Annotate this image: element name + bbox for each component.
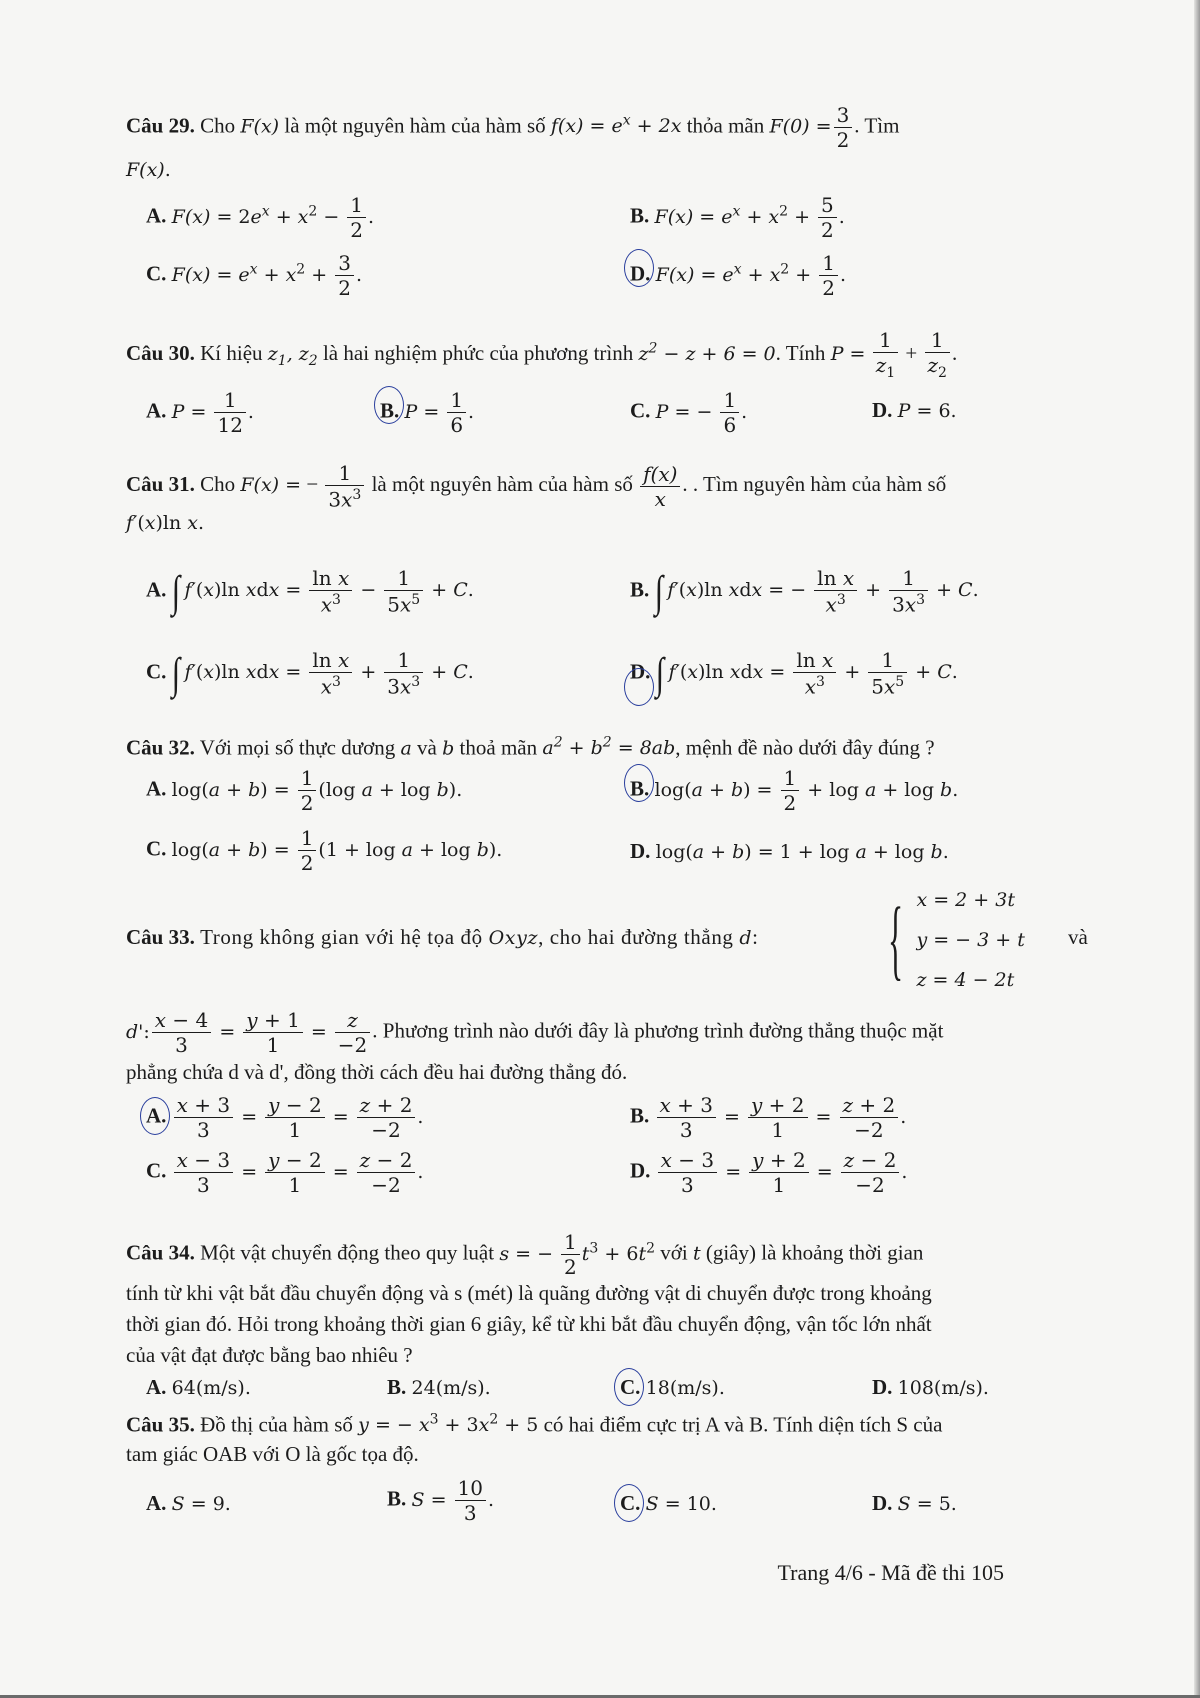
and-word: và [1068, 925, 1088, 949]
question-30-stem: Câu 30. Kí hiệu $z_1$, $z_2$ là hai nghiệm phức của phương trình $z^2 - z + 6 = 0$. Tính P = $\frac{1}{z_1}$ + $\frac{1}{z_2}$ . [126, 328, 958, 381]
question-33-dprime: d': $\frac{x - 4}{3}$ = $\frac{y + 1}{1}$ = $\frac{z}{-2}$ . Phương trình nào dưới đây là phương trình đường thẳng thuộc mặt [126, 1008, 944, 1057]
option-31-b[interactable]: B. ∫ f′(x)ln xdx = − $\frac{\text{ln x}}{x^3}$ + $\frac{1}{3x^3}$ + C. [630, 566, 979, 617]
option-34-d[interactable]: D. 108(m/s). [872, 1375, 989, 1399]
option-33-a[interactable]: A. $\frac{x + 3}{3}$ = $\frac{y - 2}{1}$ = $\frac{z + 2}{-2}$ . [146, 1095, 423, 1140]
page-footer: Trang 4/6 - Mã đề thi 105 [777, 1560, 1004, 1585]
fraction: $\frac{3}{2}$ [834, 105, 853, 150]
option-31-c[interactable]: C. ∫ f′(x)ln xdx = $\frac{\text{ln x}}{x^3}$ + $\frac{1}{3x^3}$ + C. [146, 648, 474, 699]
option-33-d[interactable]: D. $\frac{x - 3}{3}$ = $\frac{y + 2}{1}$ = $\frac{z - 2}{-2}$ . [630, 1148, 908, 1197]
question-35-stem-2: tam giác OAB với O là gốc tọa độ. [126, 1442, 419, 1466]
option-31-d[interactable]: D. ∫ f′(x)ln xdx = $\frac{\text{ln x}}{x^3}$ + $\frac{1}{5x^5}$ + C. [630, 650, 958, 697]
line-d-system: { x = 2 + 3t y = − 3 + t z = 4 − 2t [888, 889, 1025, 991]
question-34-stem-3: thời gian đó. Hỏi trong khoảng thời gian 6 giây, kể từ khi bắt đầu chuyển động, vận tốc lớn nhất [126, 1312, 932, 1336]
question-29-stem-cont: F(x). [126, 159, 171, 181]
option-33-b[interactable]: B. $\frac{x + 3}{3}$ = $\frac{y + 2}{1}$ = $\frac{z + 2}{-2}$ . [630, 1093, 907, 1142]
question-35-stem: Câu 35. Đồ thị của hàm số y = − $x^3 + 3x^2 + 5$ có hai điểm cực trị A và B. Tính diện tích S của [126, 1412, 943, 1437]
option-32-a[interactable]: A. log(a + b) = $\frac{1}{2}$ (log a + log b). [146, 766, 463, 815]
option-31-a[interactable]: A. ∫ f′(x)ln xdx = $\frac{\text{ln x}}{x^3}$ − $\frac{1}{5x^5}$ + C. [146, 566, 474, 617]
option-29-b[interactable]: B. $F(x) = e^x + x^2$ + $\frac{5}{2}$ . [630, 193, 845, 242]
question-34-stem-2: tính từ khi vật bắt đầu chuyển động và s (mét) là quãng đường vật di chuyển được trong khoảng [126, 1281, 932, 1305]
question-31-stem-cont: f′(x)ln x. [126, 512, 205, 534]
option-29-a[interactable]: A. $F(x) = 2e^x + x^2$ − $\frac{1}{2}$ . [146, 193, 375, 242]
question-31-stem: Câu 31. Cho F(x) = − $\frac{1}{3x^3}$ là một nguyên hàm của hàm số $\frac{f(x)}{x}$ . . Tìm nguyên hàm của hàm số [126, 461, 947, 512]
option-34-b[interactable]: B. 24(m/s). [387, 1375, 491, 1399]
option-33-c[interactable]: C. $\frac{x - 3}{3}$ = $\frac{y - 2}{1}$ = $\frac{z - 2}{-2}$ . [146, 1148, 424, 1197]
option-35-c[interactable]: C. S = 10. [620, 1488, 717, 1519]
option-35-b[interactable]: B. S = $\frac{10}{3}$ . [387, 1476, 495, 1525]
question-34-stem: Câu 34. Một vật chuyển động theo quy luật s = − $\frac{1}{2}$ $t^3 + 6t^2$ với t (giây) là khoảng thời gian [126, 1230, 924, 1279]
question-32-stem: Câu 32. Với mọi số thực dương a và b thoả mãn $a^2 + b^2 = 8ab$, mệnh đề nào dưới đây đúng ? [126, 735, 935, 760]
question-29-stem: Câu 29. Cho F(x) là một nguyên hàm của hàm số $f(x) = e^x + 2x$ thỏa mãn F(0) = $\frac{3}{2}$ . Tìm [126, 103, 900, 152]
option-30-b[interactable]: B. P = $\frac{1}{6}$ . [380, 390, 474, 435]
option-32-d[interactable]: D. log(a + b) = 1 + log a + log b. [630, 839, 949, 863]
question-label: Câu 29. [126, 113, 195, 138]
option-32-b[interactable]: B. log(a + b) = $\frac{1}{2}$ + log a + log b. [630, 768, 958, 813]
option-35-a[interactable]: A. S = 9. [146, 1491, 231, 1515]
question-34-stem-4: của vật đạt được bằng bao nhiêu ? [126, 1343, 413, 1367]
page-edge [1194, 0, 1200, 1698]
option-30-a[interactable]: A. P = $\frac{1}{12}$ . [146, 388, 254, 437]
option-29-c[interactable]: C. $F(x) = e^x + x^2$ + $\frac{3}{2}$ . [146, 251, 362, 300]
option-34-a[interactable]: A. 64(m/s). [146, 1375, 251, 1399]
brace-icon: { [888, 890, 904, 989]
option-29-d[interactable]: D. $F(x) = e^x + x^2$ + $\frac{1}{2}$ . [630, 253, 846, 298]
option-32-c[interactable]: C. log(a + b) = $\frac{1}{2}$ (1 + log a + log b). [146, 826, 503, 875]
option-30-d[interactable]: D. P = 6. [872, 398, 957, 422]
question-33-stem: Câu 33. Trong không gian với hệ tọa độ Oxyz, cho hai đường thẳng d: [126, 925, 759, 949]
question-33-stem-cont: phẳng chứa d và d', đồng thời cách đều hai đường thẳng đó. [126, 1060, 628, 1084]
option-34-c[interactable]: C. 18(m/s). [620, 1372, 725, 1403]
option-35-d[interactable]: D. S = 5. [872, 1491, 957, 1515]
option-30-c[interactable]: C. P = − $\frac{1}{6}$ . [630, 388, 748, 437]
